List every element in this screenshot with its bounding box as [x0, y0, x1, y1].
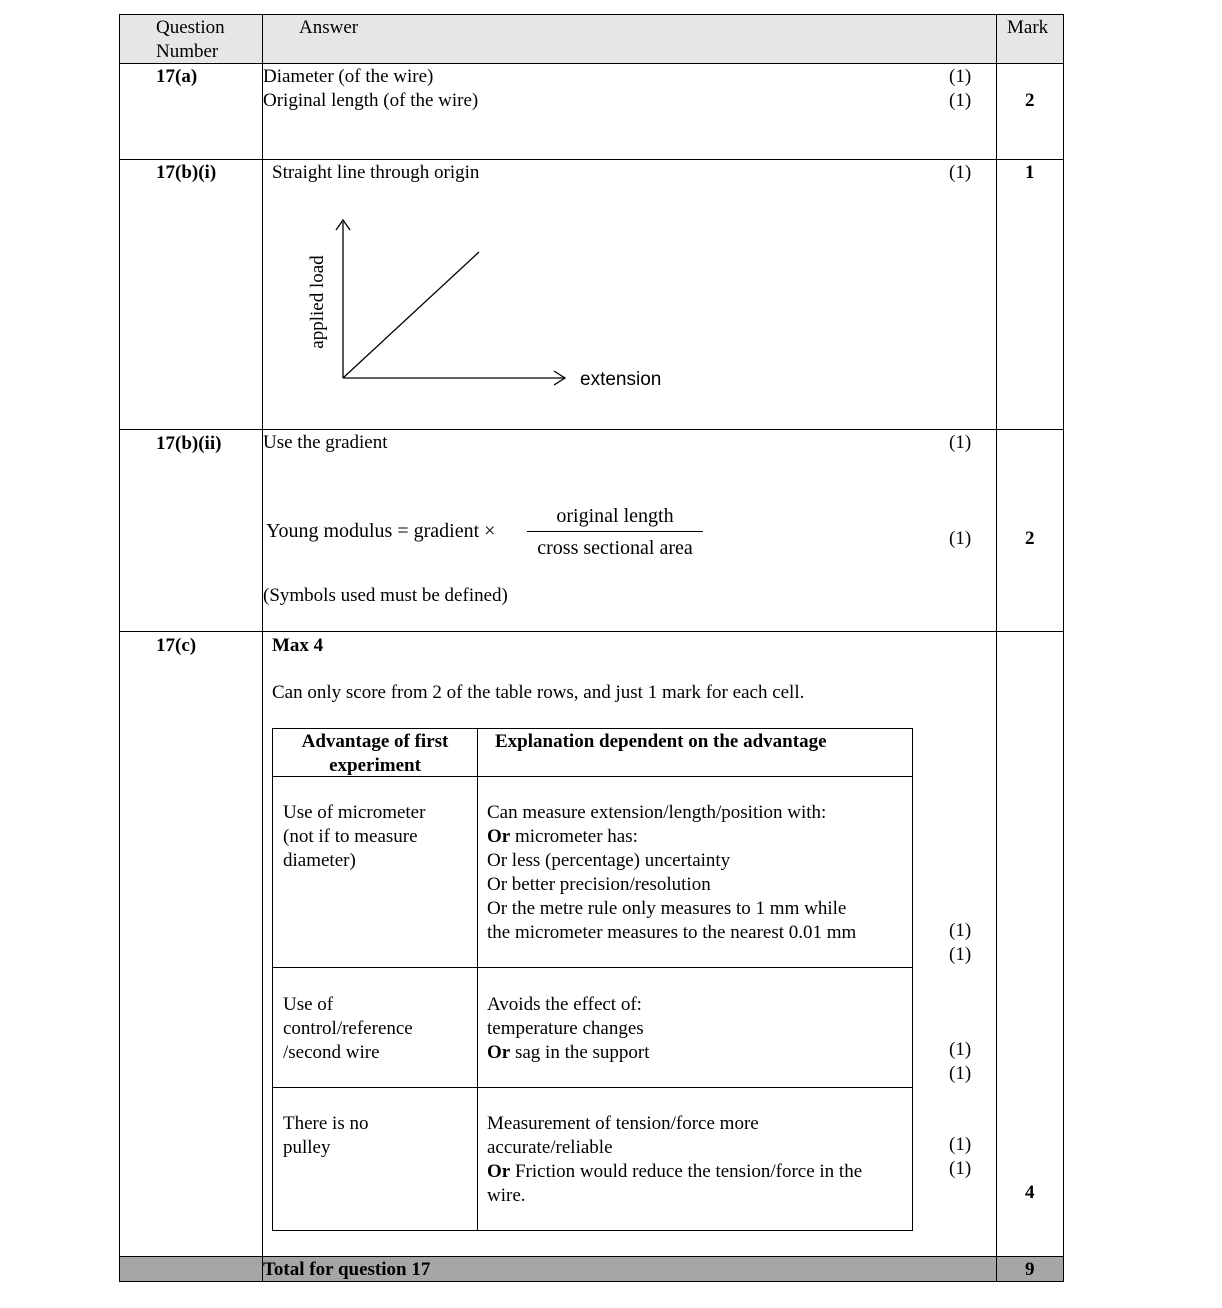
- fraction-bar: [527, 531, 703, 532]
- total-mark-17bi: 1: [1025, 162, 1035, 183]
- mark-17bii-2: (1): [949, 528, 972, 549]
- explanation-cell: Measurement of tension/force more accurate/reliable Or Friction would reduce the tension/force in the wire.: [487, 1113, 863, 1206]
- column-divider: [996, 14, 997, 1282]
- header-question-number: Question Number: [156, 17, 225, 62]
- advantage-cell: Use of control/reference /second wire: [283, 994, 413, 1063]
- inner-table-border: [272, 1230, 913, 1231]
- total-row-background: [119, 1257, 1063, 1281]
- row-divider: [119, 631, 1064, 632]
- total-mark-17a: 2: [1025, 90, 1035, 111]
- total-mark-17c: 4: [1025, 1182, 1035, 1203]
- header-advantage: Advantage of first experiment: [301, 731, 449, 776]
- advantage-cell: Use of micrometer (not if to measure diameter): [283, 802, 426, 871]
- equation-lhs: Young modulus = gradient ×: [266, 520, 496, 542]
- row-divider: [119, 1256, 1064, 1257]
- marks-17a: (1) (1): [949, 66, 972, 111]
- header-mark: Mark: [1007, 17, 1049, 38]
- question-number-17c: 17(c): [156, 635, 197, 656]
- inner-column-divider: [477, 728, 478, 1231]
- row-divider: [119, 63, 1064, 64]
- answer-17bii-note: (Symbols used must be defined): [263, 585, 508, 606]
- mark-17bi: (1): [949, 162, 972, 183]
- table-border: [1063, 14, 1064, 1282]
- table-border: [119, 14, 120, 1282]
- question-number-17bii: 17(b)(ii): [156, 433, 222, 454]
- total-mark-question-17: 9: [1025, 1259, 1035, 1280]
- row-divider: [119, 159, 1064, 160]
- max-marks-17c: Max 4: [272, 635, 324, 656]
- total-mark-17bii: 2: [1025, 528, 1035, 549]
- header-answer: Answer: [299, 17, 359, 38]
- question-number-17bi: 17(b)(i): [156, 162, 217, 183]
- marks-row-2: (1) (1): [949, 1039, 972, 1084]
- load-extension-graph: [330, 210, 580, 390]
- mark-17bii-1: (1): [949, 432, 972, 453]
- advantage-cell: There is no pulley: [283, 1113, 369, 1158]
- marks-row-1: (1) (1): [949, 920, 972, 965]
- equation-numerator: original length: [556, 505, 674, 527]
- inner-row-divider: [272, 1087, 913, 1088]
- header-explanation: Explanation dependent on the advantage: [495, 731, 827, 752]
- inner-table-border: [912, 728, 913, 1231]
- y-axis-label: applied load: [307, 255, 328, 349]
- x-axis-label: extension: [580, 369, 662, 390]
- inner-table-border: [272, 728, 273, 1231]
- row-divider: [119, 429, 1064, 430]
- explanation-cell: Can measure extension/length/position with: Or micrometer has: Or less (percentage) uncertainty Or better precision/resolution Or the metre rule only measures to 1 mm while the micrometer measures to the nearest 0.01 mm: [487, 802, 857, 943]
- equation-denominator: cross sectional area: [537, 537, 693, 559]
- column-divider: [262, 14, 263, 1282]
- explanation-cell: Avoids the effect of: temperature changes Or sag in the support: [487, 994, 650, 1063]
- total-label: Total for question 17: [263, 1259, 431, 1280]
- header-row-background: [119, 14, 1063, 63]
- inner-table-border: [272, 728, 913, 729]
- marks-row-3: (1) (1): [949, 1134, 972, 1179]
- inner-row-divider: [272, 967, 913, 968]
- answer-17bi: Straight line through origin: [272, 162, 480, 183]
- instruction-17c: Can only score from 2 of the table rows, and just 1 mark for each cell.: [272, 682, 805, 703]
- question-number-17a: 17(a): [156, 66, 198, 87]
- answer-17a: Diameter (of the wire) Original length (of the wire): [263, 66, 479, 111]
- answer-17bii-line1: Use the gradient: [263, 432, 388, 453]
- table-border: [119, 14, 1064, 15]
- graph-line: [343, 252, 479, 378]
- table-border: [119, 1281, 1064, 1282]
